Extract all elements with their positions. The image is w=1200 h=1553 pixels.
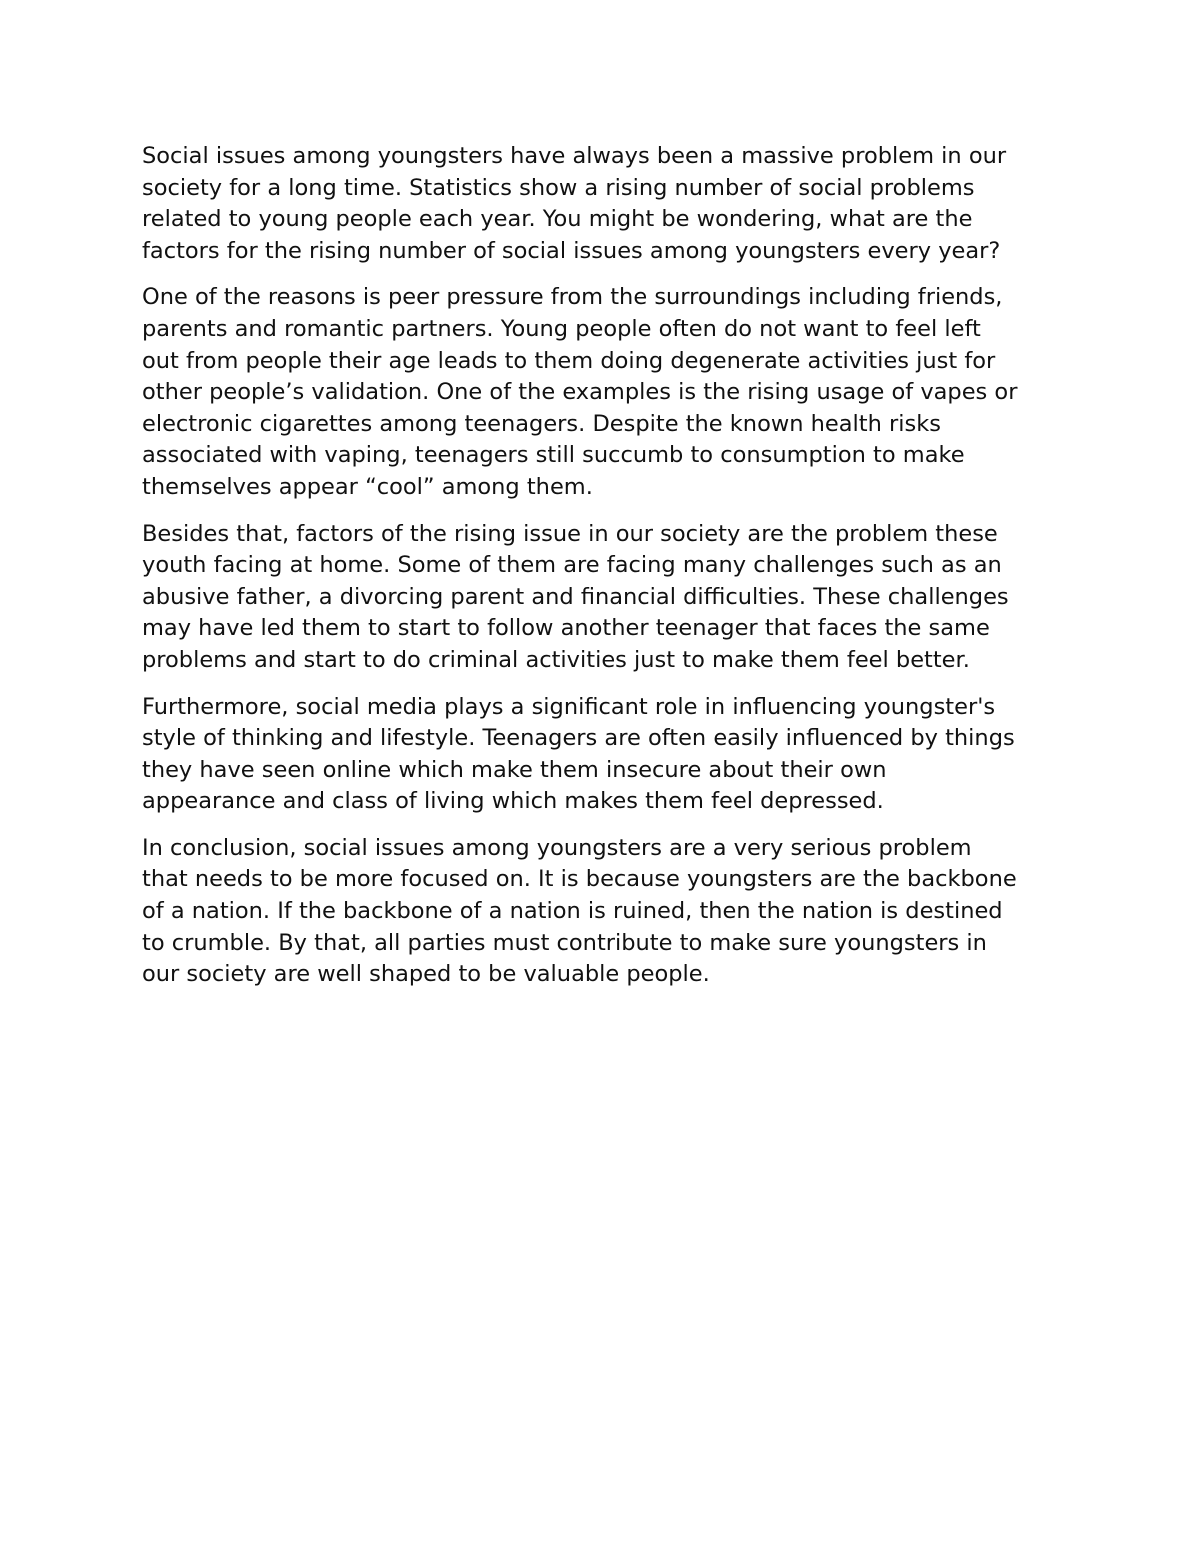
text-line: Furthermore, social media plays a significant role in influencing youngster's (142, 693, 996, 720)
text-line: society for a long time. Statistics show a rising number of social problems (142, 174, 975, 201)
text-line: appearance and class of living which makes them feel depressed. (142, 788, 884, 815)
paragraph-conclusion (142, 833, 1072, 991)
text-line: electronic cigarettes among teenagers. Despite the known health risks (142, 410, 942, 437)
text-line: youth facing at home. Some of them are facing many challenges such as an (142, 552, 1002, 579)
text-line: problems and start to do criminal activities just to make them feel better. (142, 646, 970, 673)
text-line: style of thinking and lifestyle. Teenagers are often easily influenced by things (142, 725, 1015, 752)
text-line: to crumble. By that, all parties must contribute to make sure youngsters in (142, 929, 987, 956)
paragraph-social-media (142, 692, 1072, 818)
text-line: that needs to be more focused on. It is because youngsters are the backbone (142, 866, 1017, 893)
paragraph-home-problems (142, 519, 1072, 677)
text-line: may have led them to start to follow another teenager that faces the same (142, 615, 990, 642)
text-line: our society are well shaped to be valuable people. (142, 961, 710, 988)
text-line: In conclusion, social issues among youngsters are a very serious problem (142, 834, 972, 861)
text-line: they have seen online which make them insecure about their own (142, 756, 887, 783)
text-line: related to young people each year. You might be wondering, what are the (142, 206, 973, 233)
text-line: abusive father, a divorcing parent and financial difficulties. These challenges (142, 583, 1009, 610)
text-line: associated with vaping, teenagers still succumb to consumption to make (142, 442, 965, 469)
document-body (142, 141, 1072, 1006)
text-line: of a nation. If the backbone of a nation is ruined, then the nation is destined (142, 898, 1003, 925)
text-line: One of the reasons is peer pressure from the surroundings including friends, (142, 284, 1003, 311)
text-line: themselves appear “cool” among them. (142, 473, 593, 500)
text-line: factors for the rising number of social issues among youngsters every year? (142, 237, 1001, 264)
text-line: Besides that, factors of the rising issue in our society are the problem these (142, 520, 998, 547)
paragraph-introduction (142, 141, 1072, 267)
paragraph-peer-pressure (142, 282, 1072, 503)
text-line: Social issues among youngsters have always been a massive problem in our (142, 143, 1007, 169)
text-line: other people’s validation. One of the examples is the rising usage of vapes or (142, 379, 1018, 406)
text-line: parents and romantic partners. Young people often do not want to feel left (142, 315, 981, 342)
text-line: out from people their age leads to them doing degenerate activities just for (142, 347, 996, 374)
